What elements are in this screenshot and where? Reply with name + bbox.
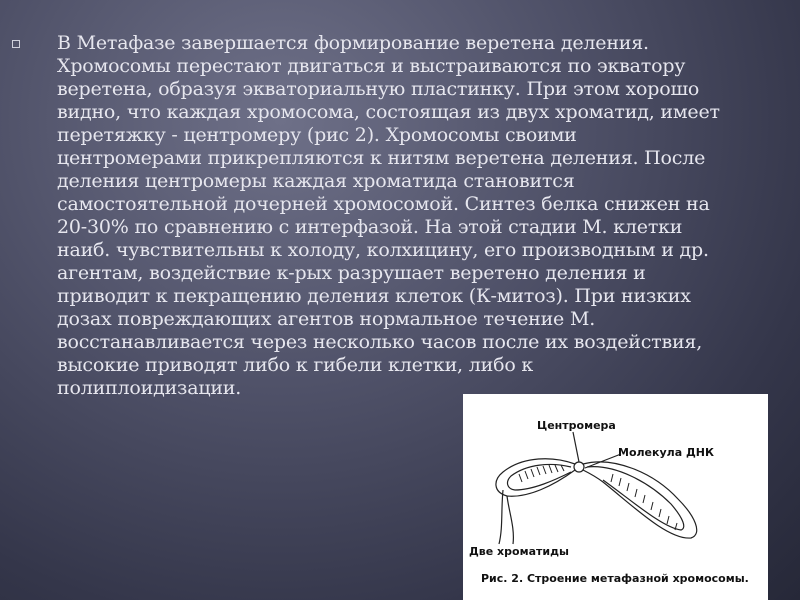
- label-dna-molecule: Молекула ДНК: [618, 446, 714, 459]
- slide-body-text: В Метафазе завершается формирование веретена деления. Хромосомы перестают двигаться и выстраиваются по экватору веретена, образуя экваториальную пластинку. При этом хорошо видно, что каждая хромосома, состоящая из двух хроматид, имеет перетяжку - центромеру (рис 2). Хромосомы своими центромерами прикрепляются к нитям веретена деления. После деления центромеры каждая хроматида становится самостоятельной дочерней хромосомой. Синтез белка снижен на 20-30% по сравнению с интерфазой. На этой стадии М. клетки наиб. чувствительны к холоду, колхицину, его производным и др. агентам, воздействие к-рых разрушает веретено деления и приводит к пекращению деления клеток (К-митоз). При низких дозах повреждающих агентов нормальное течение М. восстанавливается через несколько часов после их воздействия, высокие приводят либо к гибели клетки, либо к полиплоидизации.: [57, 32, 720, 399]
- label-two-chromatids: Две хроматиды: [469, 545, 569, 558]
- chromosome-figure: [463, 394, 768, 600]
- figure-caption: Рис. 2. Строение метафазной хромосомы.: [481, 572, 749, 585]
- label-centromere: Центромера: [537, 419, 616, 432]
- bullet-square-icon: [12, 40, 20, 48]
